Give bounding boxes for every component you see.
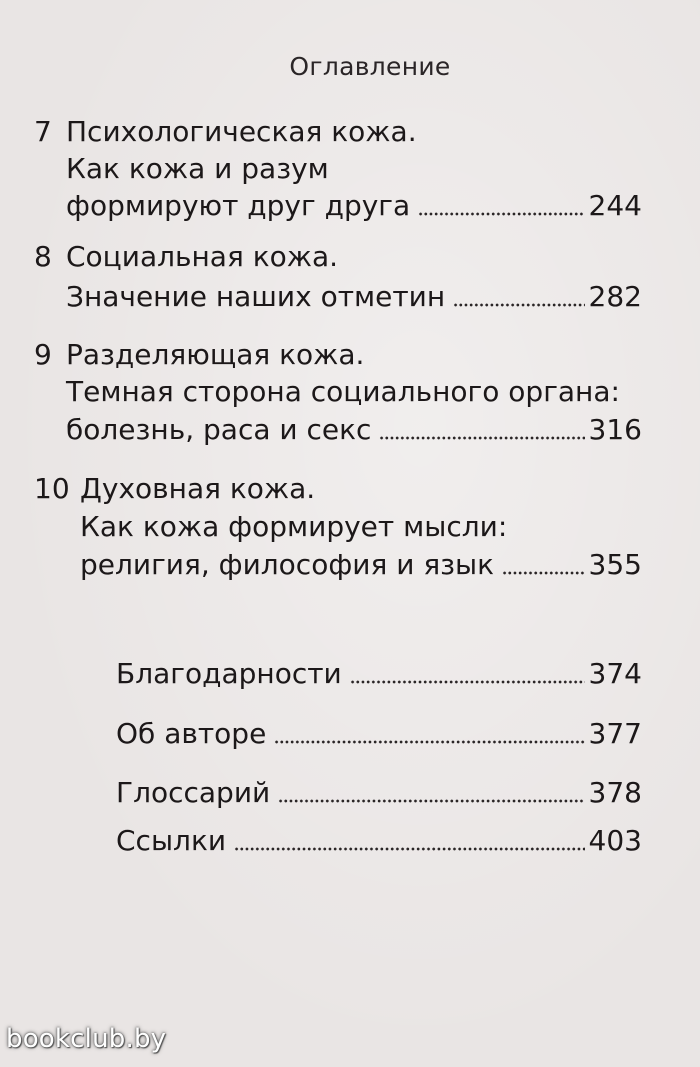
back-matter-title: Благодарности <box>116 657 342 690</box>
dot-leader <box>418 212 584 216</box>
dot-leader <box>379 436 584 440</box>
chapter-subtitle: Как кожа формирует мысли: <box>80 510 508 543</box>
chapter-subtitle: Значение наших отметин <box>66 280 446 313</box>
toc-entry-chapter-9-line-3 <box>0 408 700 452</box>
chapter-title: Социальная кожа. <box>66 240 339 273</box>
dot-leader <box>274 740 584 744</box>
toc-leader-row <box>116 819 642 863</box>
chapter-subtitle: болезнь, раса и секс <box>66 413 372 446</box>
page-number: 403 <box>588 824 642 857</box>
chapter-subtitle: Как кожа и разум <box>66 152 329 185</box>
toc-entry-references <box>0 819 700 863</box>
dot-leader <box>453 303 584 307</box>
page-number: 282 <box>588 280 642 313</box>
toc-leader-row <box>116 712 642 756</box>
chapter-subtitle: формируют друг друга <box>66 189 411 222</box>
toc-entry-chapter-8-line-2 <box>0 275 700 319</box>
chapter-number: 8 <box>34 240 52 273</box>
toc-entry-chapter-7-line-3 <box>0 184 700 228</box>
back-matter-title: Глоссарий <box>116 776 271 809</box>
toc-entry-chapter-8-line-1 <box>0 235 700 279</box>
watermark: bookclub.by <box>6 1024 167 1054</box>
chapter-title: Разделяющая кожа. <box>66 338 365 371</box>
chapter-number: 7 <box>34 115 52 148</box>
page-heading: Оглавление <box>289 52 451 81</box>
page-number: 378 <box>588 776 642 809</box>
dot-leader <box>278 799 584 803</box>
chapter-number: 10 <box>34 472 70 505</box>
back-matter-title: Об авторе <box>116 717 267 750</box>
toc-leader-row <box>66 184 642 228</box>
toc-leader-row <box>116 771 642 815</box>
toc-entry-acknowledgements <box>0 652 700 696</box>
toc-leader-row <box>66 408 642 452</box>
toc-entry-chapter-10-line-3 <box>0 543 700 587</box>
back-matter-title: Ссылки <box>116 824 227 857</box>
page-number: 244 <box>588 189 642 222</box>
chapter-title: Психологическая кожа. <box>66 115 417 148</box>
chapter-number: 9 <box>34 338 52 371</box>
page-number: 316 <box>588 413 642 446</box>
chapter-subtitle: религия, философия и язык <box>80 548 495 581</box>
chapter-title: Духовная кожа. <box>80 472 316 505</box>
page-number: 374 <box>588 657 642 690</box>
page-number: 377 <box>588 717 642 750</box>
dot-leader <box>234 847 584 851</box>
dot-leader <box>350 680 585 684</box>
chapter-subtitle: Темная сторона социального органа: <box>66 375 620 408</box>
toc-leader-row <box>116 652 642 696</box>
toc-entry-glossary <box>0 771 700 815</box>
page-number: 355 <box>588 548 642 581</box>
dot-leader <box>502 571 584 575</box>
toc-leader-row <box>80 543 642 587</box>
toc-leader-row <box>66 275 642 319</box>
toc-entry-about-author <box>0 712 700 756</box>
